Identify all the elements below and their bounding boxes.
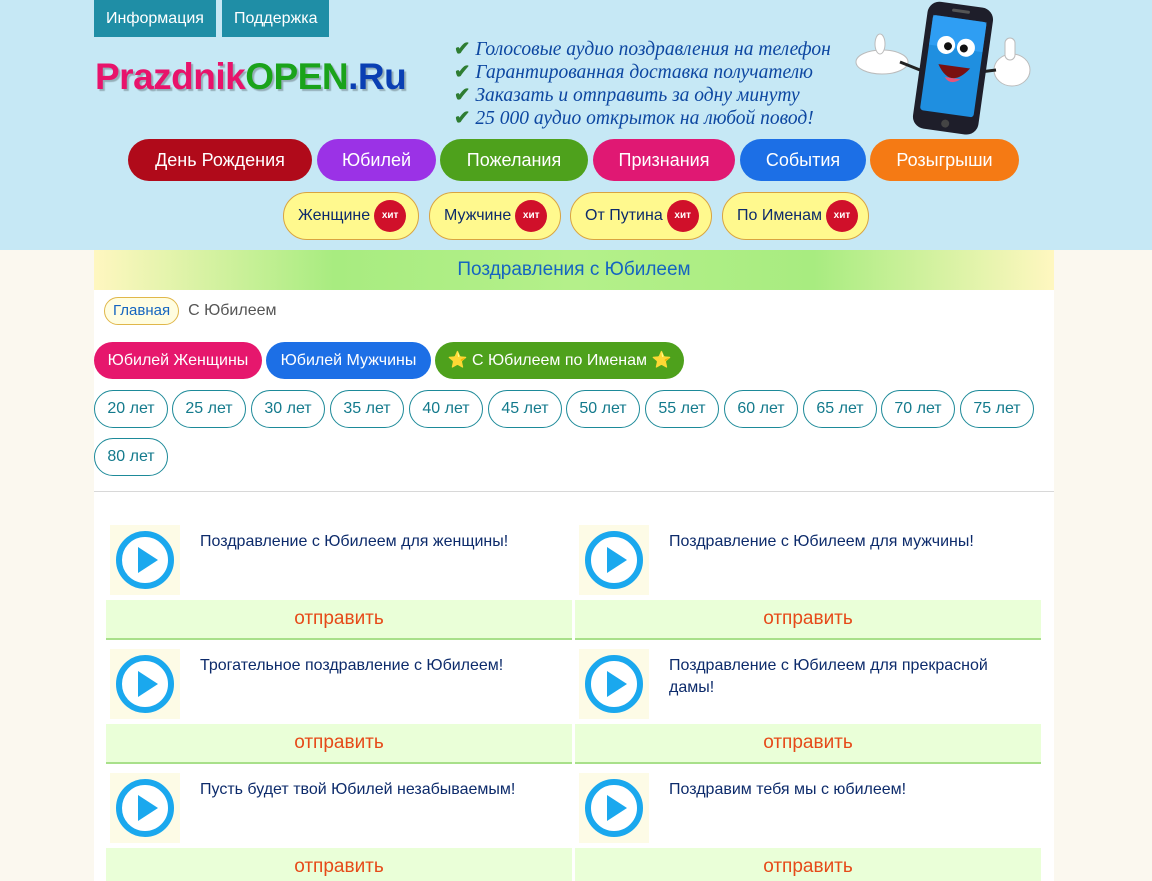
breadcrumb-current: С Юбилеем — [188, 302, 277, 319]
check-icon: ✔ — [454, 39, 471, 60]
star-icon: ⭐ — [651, 352, 672, 369]
greeting-title-link[interactable]: Поздравление с Юбилеем для женщины! — [200, 533, 509, 550]
age-filter-pill[interactable]: 80 лет — [94, 438, 168, 476]
category-pranks[interactable]: Розыгрыши — [870, 139, 1019, 181]
send-button[interactable]: отправить — [575, 600, 1041, 640]
play-icon — [115, 778, 175, 838]
check-icon: ✔ — [454, 85, 471, 106]
play-icon — [115, 530, 175, 590]
greeting-card — [575, 525, 1041, 649]
age-filter-pill[interactable]: 55 лет — [645, 390, 719, 428]
send-button[interactable]: отправить — [106, 848, 572, 881]
check-icon: ✔ — [454, 62, 471, 83]
greeting-card — [575, 649, 1041, 773]
play-icon — [115, 654, 175, 714]
age-filter-pill[interactable]: 60 лет — [724, 390, 798, 428]
hit-badge: хит — [667, 200, 699, 232]
subcategory-names-label: С Юбилеем по Именам — [472, 352, 647, 369]
info-link[interactable]: Информация — [94, 0, 216, 37]
greeting-title-link[interactable]: Поздравление с Юбилеем для мужчины! — [669, 533, 974, 550]
subcategory-women-button[interactable]: Юбилей Женщины — [94, 342, 262, 379]
slogan-text: Голосовые аудио поздравления на телефон — [475, 39, 831, 60]
play-icon — [584, 654, 644, 714]
play-button[interactable] — [579, 525, 649, 595]
site-logo[interactable] — [95, 56, 406, 98]
category-jubilee[interactable]: Юбилей — [317, 139, 436, 181]
greeting-card — [106, 649, 572, 773]
send-button[interactable]: отправить — [106, 600, 572, 640]
slogan-list — [454, 38, 874, 130]
logo-part-open: OPEN — [245, 56, 349, 97]
hit-putin-button[interactable] — [570, 192, 712, 240]
slogan-text: Гарантированная доставка получателю — [475, 62, 813, 83]
site-header — [0, 0, 1152, 250]
greeting-card — [575, 773, 1041, 881]
hit-badge: хит — [515, 200, 547, 232]
hit-label: По Именам — [737, 207, 822, 224]
category-wishes[interactable]: Пожелания — [440, 139, 588, 181]
send-button[interactable]: отправить — [575, 848, 1041, 881]
hit-men-button[interactable] — [429, 192, 561, 240]
play-button[interactable] — [110, 525, 180, 595]
age-filter-pill[interactable]: 75 лет — [960, 390, 1034, 428]
slogan-item — [454, 107, 874, 130]
hit-badge: хит — [374, 200, 406, 232]
hit-label: Мужчине — [444, 207, 512, 224]
greeting-title-link[interactable]: Поздравление с Юбилеем для прекрасной дамы! — [669, 657, 988, 696]
greeting-title-link[interactable]: Поздравим тебя мы с юбилеем! — [669, 781, 907, 798]
slogan-item — [454, 84, 874, 107]
age-filter-pill[interactable]: 20 лет — [94, 390, 168, 428]
play-button[interactable] — [110, 649, 180, 719]
divider — [94, 491, 1054, 492]
hit-label: От Путина — [585, 207, 663, 224]
logo-part-ru: .Ru — [348, 56, 407, 97]
hit-label: Женщине — [298, 207, 371, 224]
slogan-item — [454, 38, 874, 61]
age-filter-pill[interactable]: 70 лет — [881, 390, 955, 428]
page-title: Поздравления с Юбилеем — [94, 250, 1054, 290]
age-filter-pill[interactable]: 50 лет — [566, 390, 640, 428]
play-icon — [584, 778, 644, 838]
play-button[interactable] — [579, 773, 649, 843]
category-events[interactable]: События — [740, 139, 866, 181]
age-filter-pill[interactable]: 65 лет — [803, 390, 877, 428]
age-filter-pill[interactable]: 35 лет — [330, 390, 404, 428]
breadcrumb — [104, 297, 277, 325]
hit-women-button[interactable] — [283, 192, 419, 240]
slogan-item — [454, 61, 874, 84]
hit-badge: хит — [826, 200, 858, 232]
subcategory-names-button[interactable] — [435, 342, 684, 379]
main-content — [94, 250, 1054, 881]
category-confessions[interactable]: Признания — [593, 139, 735, 181]
category-birthday[interactable]: День Рождения — [128, 139, 312, 181]
logo-part-prazdnik: Prazdnik — [95, 56, 246, 97]
greeting-title-link[interactable]: Пусть будет твой Юбилей незабываемым! — [200, 781, 516, 798]
age-filter-pill[interactable]: 25 лет — [172, 390, 246, 428]
check-icon: ✔ — [454, 108, 471, 129]
greeting-title-link[interactable]: Трогательное поздравление с Юбилеем! — [200, 657, 504, 674]
phone-mascot-icon — [852, 0, 1037, 140]
play-button[interactable] — [579, 649, 649, 719]
send-button[interactable]: отправить — [575, 724, 1041, 764]
breadcrumb-home-link[interactable]: Главная — [104, 297, 179, 325]
greeting-card — [106, 773, 572, 881]
support-link[interactable]: Поддержка — [222, 0, 329, 37]
age-filter-pill[interactable]: 45 лет — [488, 390, 562, 428]
greeting-card — [106, 525, 572, 649]
slogan-text: 25 000 аудио открыток на любой повод! — [475, 108, 814, 129]
age-filter-pill[interactable]: 30 лет — [251, 390, 325, 428]
play-button[interactable] — [110, 773, 180, 843]
age-filter-pill[interactable]: 40 лет — [409, 390, 483, 428]
star-icon: ⭐ — [447, 352, 468, 369]
hit-names-button[interactable] — [722, 192, 869, 240]
play-icon — [584, 530, 644, 590]
slogan-text: Заказать и отправить за одну минуту — [475, 85, 800, 106]
subcategory-men-button[interactable]: Юбилей Мужчины — [266, 342, 431, 379]
send-button[interactable]: отправить — [106, 724, 572, 764]
